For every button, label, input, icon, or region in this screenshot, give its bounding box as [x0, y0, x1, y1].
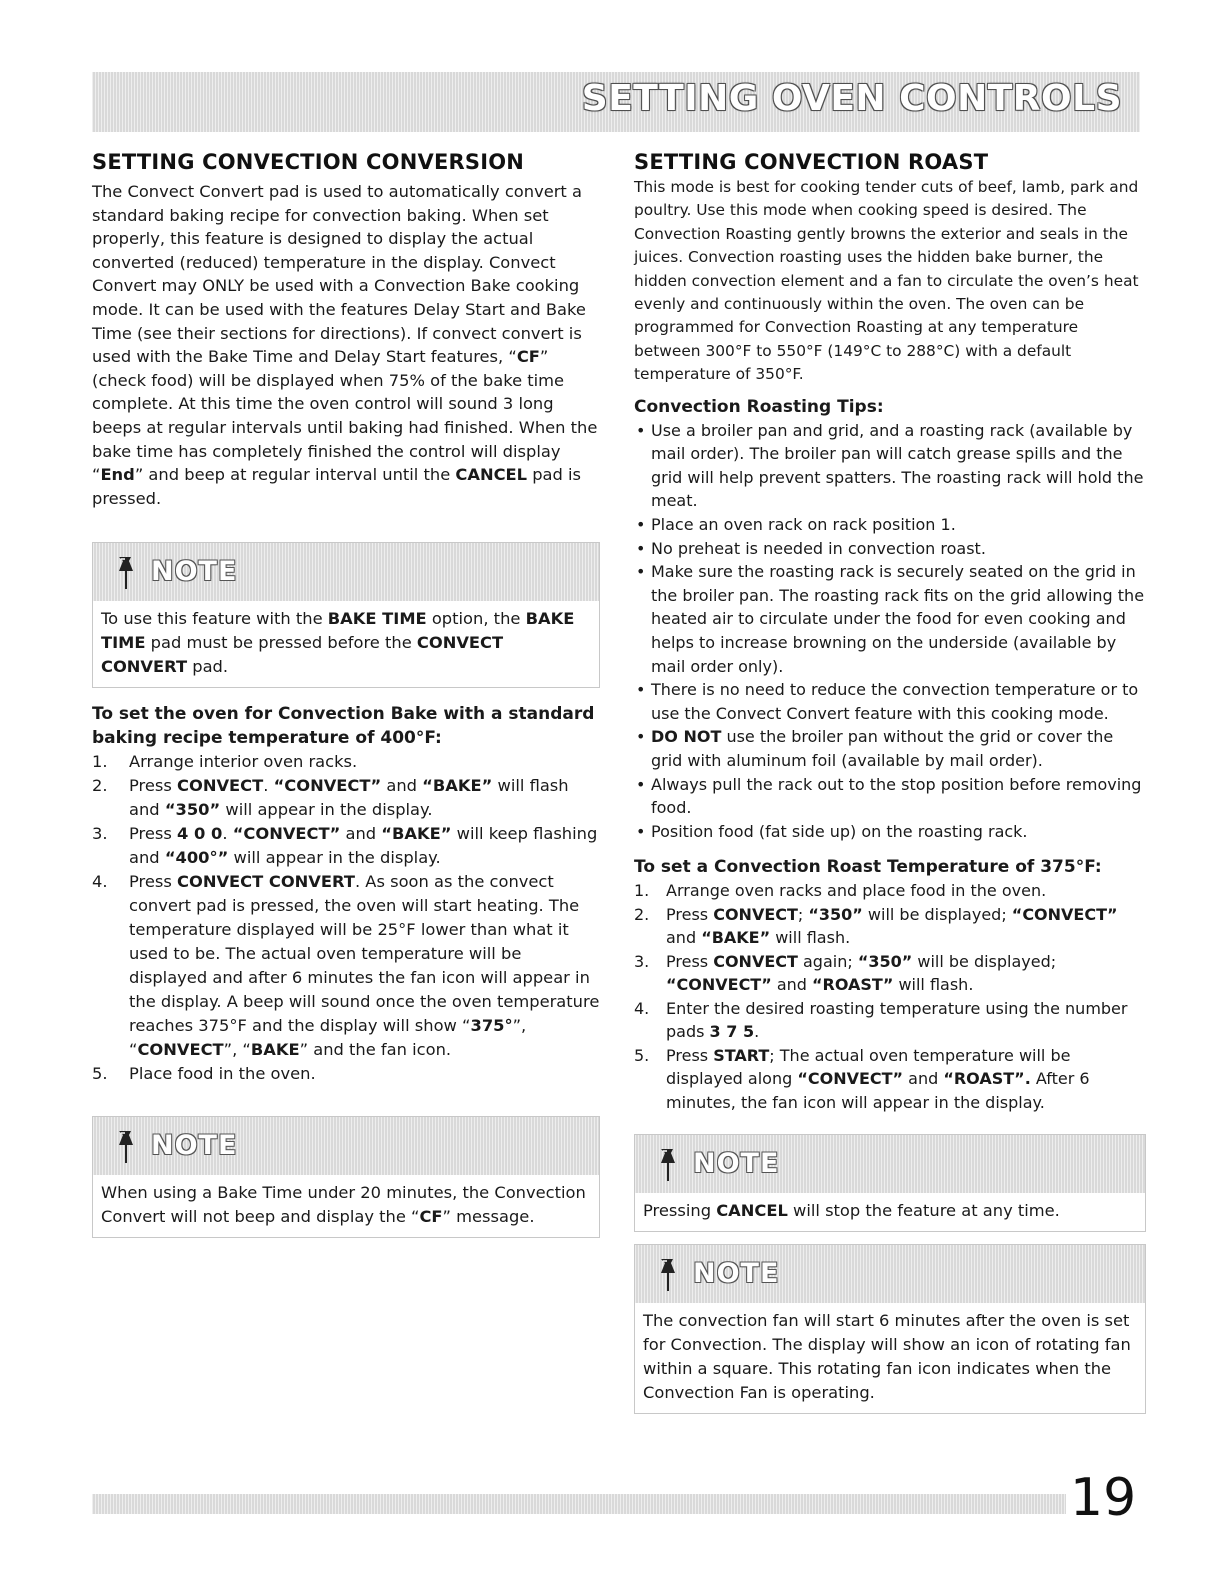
- note-text: [93, 1175, 599, 1237]
- text-run: Arrange interior oven racks.: [129, 752, 358, 772]
- bold-text: “BAKE”: [422, 776, 493, 796]
- text-run: Always pull the rack out to the stop position before removing food.: [651, 774, 1142, 818]
- step-number: 1.: [634, 881, 650, 901]
- text-run: ” (check food) will be displayed when 75% of the bake time complete. At this time the oven control will sound 3 long beeps at regular intervals until baking had finished. When the bake time has completely finished the control will display “: [92, 347, 598, 485]
- bullet-icon: •: [636, 774, 646, 794]
- note-label: NOTE: [693, 1258, 780, 1290]
- text-run: again;: [797, 951, 858, 971]
- text-run: ” and the fan icon.: [299, 1040, 452, 1060]
- text-run: There is no need to reduce the convection temperature or to use the Convect Convert feature with this cooking mode.: [651, 680, 1139, 723]
- text-run: Press: [666, 904, 714, 924]
- bold-text: CANCEL: [455, 465, 528, 485]
- bold-text: CONVECT: [713, 904, 798, 924]
- tip-item: [634, 537, 1146, 561]
- text-run: and: [666, 928, 702, 948]
- step-number: 1.: [92, 752, 108, 772]
- text-run: pad is pressed.: [92, 465, 582, 508]
- text-run: pad.: [187, 657, 229, 677]
- bold-text: CF: [419, 1207, 443, 1227]
- step-item: [92, 750, 600, 774]
- bold-text: CONVECT: [137, 1040, 224, 1060]
- text-run: and: [340, 824, 382, 844]
- tip-item: [634, 560, 1146, 678]
- text-run: will keep flashing and: [129, 824, 598, 868]
- bullet-icon: •: [636, 680, 646, 700]
- convection-roast-steps: [634, 879, 1146, 1114]
- bold-text: CONVECT: [177, 776, 264, 796]
- bold-text: “ROAST”.: [943, 1069, 1031, 1089]
- bold-text: “CONVECT”: [666, 975, 772, 995]
- bold-text: “350”: [857, 951, 913, 971]
- text-run: Position food (fat side up) on the roasting rack.: [651, 821, 1028, 841]
- text-run: ” message.: [442, 1207, 535, 1227]
- tip-item: [634, 725, 1146, 772]
- bold-text: “400°”: [164, 848, 229, 868]
- tip-item: [634, 820, 1146, 844]
- step-item: [92, 870, 600, 1062]
- bold-text: BAKE: [250, 1040, 300, 1060]
- step-number: 2.: [92, 776, 108, 796]
- note-header: [635, 1245, 1145, 1303]
- note-box-convection-fan: [634, 1244, 1146, 1414]
- text-run: Press: [129, 872, 178, 892]
- bold-text: “BAKE”: [381, 824, 452, 844]
- bullet-icon: •: [636, 515, 646, 535]
- bold-text: 375°: [470, 1016, 513, 1036]
- bold-text: BAKE TIME: [101, 609, 575, 653]
- section-title-convection-conversion: SETTING CONVECTION CONVERSION: [92, 150, 525, 174]
- bold-text: “BAKE”: [701, 928, 771, 948]
- tip-item: [634, 419, 1146, 513]
- step-item: [634, 950, 1146, 997]
- bold-text: End: [100, 465, 135, 485]
- note-label: NOTE: [151, 556, 238, 588]
- bold-text: “CONVECT”: [1011, 904, 1118, 924]
- bold-text: “350”: [164, 800, 221, 820]
- bold-text: CANCEL: [716, 1201, 788, 1221]
- step-number: 3.: [634, 951, 650, 971]
- pushpin-icon: [115, 555, 137, 591]
- text-run: Use a broiler pan and grid, and a roasting rack (available by mail order). The broiler pan will catch grease spills and the grid will help prevent spatters. The roasting rack will hold the meat.: [651, 420, 1144, 511]
- text-run: ;: [797, 904, 809, 924]
- tip-item: [634, 773, 1146, 820]
- bold-text: “350”: [808, 904, 863, 924]
- text-run: Place an oven rack on rack position 1.: [651, 515, 956, 535]
- bold-text: BAKE TIME: [327, 609, 427, 629]
- bold-text: “CONVECT”: [232, 824, 341, 844]
- bold-text: START: [713, 1045, 770, 1065]
- text-run: ”, “: [129, 1016, 527, 1060]
- bold-text: CF: [516, 347, 540, 367]
- bold-text: 4 0 0: [177, 824, 223, 844]
- bold-text: CONVECT CONVERT: [177, 872, 355, 892]
- convection-conversion-intro: [92, 180, 600, 510]
- text-run: and: [381, 776, 423, 796]
- page-number: 19: [1066, 1468, 1140, 1528]
- roasting-tips-list: [634, 419, 1146, 844]
- bullet-icon: •: [636, 538, 646, 558]
- text-run: Press: [129, 776, 178, 796]
- step-number: 4.: [92, 872, 108, 892]
- text-run: will be displayed;: [912, 951, 1057, 971]
- note-box-bake-time-short: [92, 1116, 600, 1238]
- procedure-title-convection-bake: To set the oven for Convection Bake with a standard baking recipe temperature of 400°F:: [92, 704, 595, 749]
- text-run: The Convect Convert pad is used to automatically convert a standard baking recipe for convection baking. When set properly, this feature is designed to display the actual converted (reduced) temperature in the display. Convect Convert may ONLY be used with a Convection Bake cooking mode. It can be used with the features Delay Start and Bake Time (see their sections for directions). If convect convert is used with the Bake Time and Delay Start features, “: [92, 182, 586, 367]
- tip-item: [634, 513, 1146, 537]
- step-number: 2.: [634, 904, 650, 924]
- note-label: NOTE: [151, 1130, 238, 1162]
- bullet-icon: •: [636, 420, 646, 440]
- section-title-convection-roast: SETTING CONVECTION ROAST: [634, 150, 989, 174]
- note-box-bake-time: [92, 542, 600, 688]
- convection-bake-steps: [92, 750, 600, 1086]
- note-text: [635, 1303, 1145, 1413]
- footer-band: [92, 1494, 1140, 1514]
- text-run: ; The actual oven temperature will be displayed along: [666, 1045, 1071, 1089]
- text-run: and: [771, 975, 813, 995]
- text-run: Press: [666, 951, 714, 971]
- text-run: Place food in the oven.: [129, 1064, 316, 1084]
- text-run: After 6 minutes, the fan icon will appear in the display.: [666, 1069, 1090, 1112]
- text-run: pad must be pressed before the: [145, 633, 417, 653]
- pushpin-icon: [115, 1129, 137, 1165]
- step-number: 5.: [92, 1064, 108, 1084]
- right-column: [634, 150, 1146, 1414]
- note-text: [93, 601, 599, 687]
- bold-text: CONVECT: [713, 951, 798, 971]
- step-item: [634, 879, 1146, 903]
- procedure-title-convection-roast: To set a Convection Roast Temperature of 375°F:: [634, 857, 1102, 878]
- step-item: [634, 1044, 1146, 1115]
- step-number: 3.: [92, 824, 108, 844]
- bullet-icon: •: [636, 727, 646, 747]
- text-run: .: [754, 1022, 760, 1042]
- step-number: 4.: [634, 998, 650, 1018]
- text-run: The convection fan will start 6 minutes after the oven is set for Convection. The display will show an icon of rotating fan within a square. This rotating fan icon indicates when the Convection Fan is operating.: [643, 1311, 1131, 1403]
- bold-text: “ROAST”: [812, 975, 894, 995]
- text-run: will stop the feature at any time.: [787, 1201, 1060, 1221]
- text-run: When using a Bake Time under 20 minutes, the Convection Convert will not beep and display the “: [101, 1183, 586, 1227]
- text-run: will flash.: [893, 975, 974, 995]
- text-run: and: [903, 1069, 944, 1089]
- note-header: [635, 1135, 1145, 1193]
- step-item: [634, 997, 1146, 1044]
- note-text: [635, 1193, 1145, 1231]
- note-box-cancel: [634, 1134, 1146, 1232]
- text-run: .: [263, 776, 274, 796]
- pushpin-icon: [657, 1257, 679, 1293]
- text-run: Pressing: [643, 1201, 717, 1221]
- bold-text: “CONVECT”: [797, 1069, 904, 1089]
- text-run: will appear in the display.: [228, 848, 441, 868]
- left-column: [92, 150, 600, 1238]
- text-run: ”, “: [223, 1040, 251, 1060]
- text-run: Press: [666, 1045, 714, 1065]
- step-item: [92, 1062, 600, 1086]
- text-run: Enter the desired roasting temperature using the number pads: [666, 998, 1128, 1042]
- step-item: [92, 774, 600, 822]
- text-run: use the broiler pan without the grid or cover the grid with aluminum foil (available by mail order).: [651, 727, 1114, 770]
- text-run: No preheat is needed in convection roast.: [651, 538, 986, 558]
- text-run: Press: [129, 824, 178, 844]
- text-run: will appear in the display.: [220, 800, 433, 820]
- roasting-tips-title: Convection Roasting Tips:: [634, 396, 884, 417]
- bullet-icon: •: [636, 562, 646, 582]
- convection-roast-intro: This mode is best for cooking tender cuts of beef, lamb, park and poultry. Use this mode when cooking speed is desired. The Convection Roasting gently browns the exterior and seals in the juices. Convection roasting uses the hidden bake burner, the hidden convection element and a fan to circulate the oven’s heat evenly and continuously within the oven. The oven can be programmed for Convection Roasting at any temperature between 300°F to 550°F (149°C to 288°C) with a default temperature of 350°F.: [634, 178, 1139, 384]
- page-title: SETTING OVEN CONTROLS: [581, 78, 1122, 119]
- bullet-icon: •: [636, 821, 646, 841]
- text-run: Make sure the roasting rack is securely seated on the grid in the broiler pan. The roasting rack fits on the grid allowing the heated air to circulate under the food for even cooking and helps to increase browning on the underside (available by mail order only).: [651, 562, 1145, 676]
- text-run: will flash and: [129, 776, 569, 820]
- text-run: will be displayed;: [862, 904, 1012, 924]
- bold-text: CONVECT CONVERT: [101, 633, 504, 677]
- text-run: .: [222, 824, 233, 844]
- note-label: NOTE: [693, 1148, 780, 1180]
- text-run: . As soon as the convect convert pad is pressed, the oven will start heating. The temperature displayed will be 25°F lower than what it used to be. The actual oven temperature will be displayed and after 6 minutes the fan icon will appear in the display. A beep will sound once the oven temperature reaches 375°F and the display will show “: [129, 872, 600, 1036]
- note-header: [93, 543, 599, 601]
- text-run: To use this feature with the: [101, 609, 328, 629]
- bold-text: 3 7 5: [709, 1022, 755, 1042]
- pushpin-icon: [657, 1147, 679, 1183]
- step-item: [92, 822, 600, 870]
- text-run: ” and beep at regular interval until the: [134, 465, 456, 485]
- text-run: Arrange oven racks and place food in the oven.: [666, 881, 1047, 901]
- text-run: option, the: [426, 609, 526, 629]
- header-band: [92, 72, 1140, 132]
- text-run: will flash.: [770, 928, 851, 948]
- bold-text: “CONVECT”: [273, 776, 382, 796]
- bold-text: DO NOT: [651, 727, 722, 747]
- note-header: [93, 1117, 599, 1175]
- step-item: [634, 903, 1146, 950]
- step-number: 5.: [634, 1045, 650, 1065]
- tip-item: [634, 678, 1146, 725]
